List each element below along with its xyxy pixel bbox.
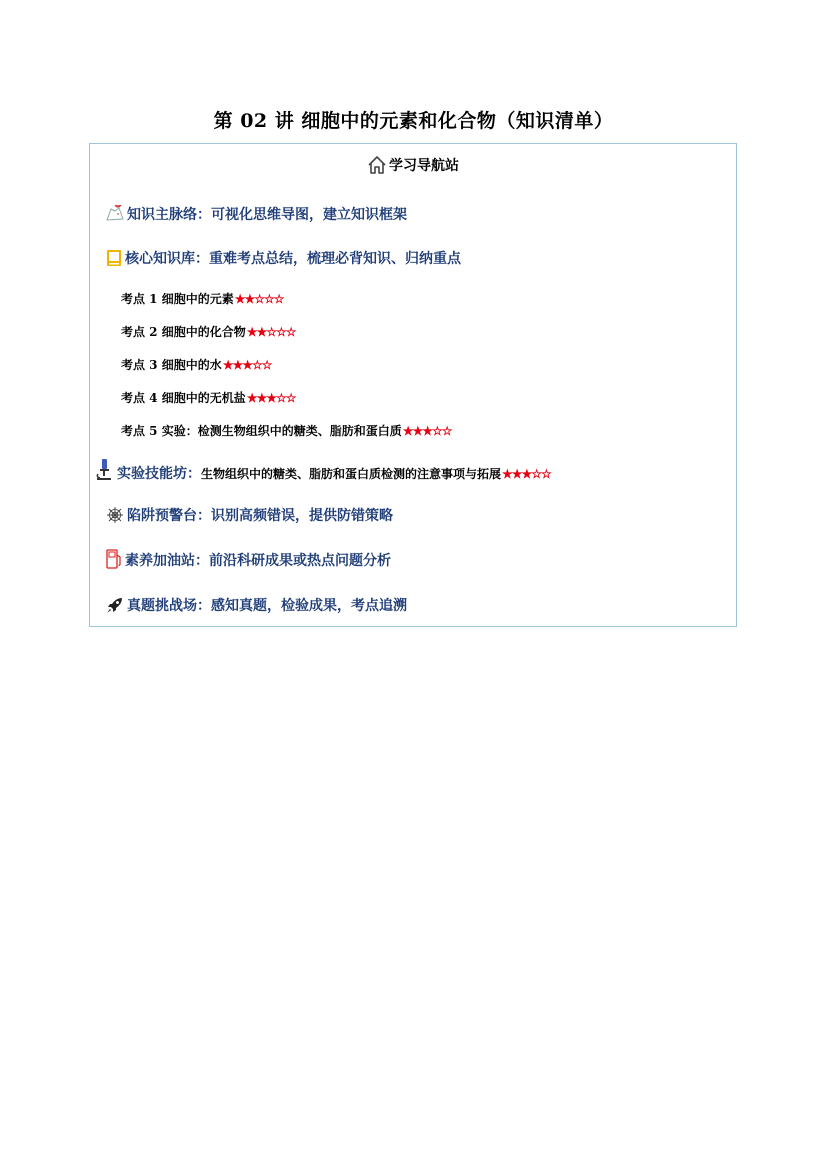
difficulty-stars: ★★★☆☆ xyxy=(402,424,452,438)
map-pin-icon xyxy=(106,205,124,227)
rocket-icon xyxy=(106,596,124,618)
microscope-icon xyxy=(94,458,114,486)
kaodian-text: 考点 4 细胞中的无机盐 xyxy=(121,391,246,405)
nav-item-exam-challenge[interactable] xyxy=(106,595,407,618)
nav-item-label: 知识主脉络： xyxy=(127,207,211,223)
nav-item-desc: 前沿科研成果或热点问题分析 xyxy=(209,553,391,569)
nav-item-desc: 感知真题，检验成果，考点追溯 xyxy=(211,598,407,614)
fuel-pump-icon xyxy=(106,549,122,573)
nav-item-label: 核心知识库： xyxy=(125,251,209,267)
kaodian-text: 考点 5 实验：检测生物组织中的糖类、脂肪和蛋白质 xyxy=(121,424,402,438)
difficulty-stars: ★★☆☆☆ xyxy=(246,325,296,339)
kaodian-text: 考点 2 细胞中的化合物 xyxy=(121,325,246,339)
kaodian-text: 考点 3 细胞中的水 xyxy=(121,358,222,372)
nav-item-knowledge-map[interactable] xyxy=(106,204,407,227)
nav-item-desc: 可视化思维导图，建立知识框架 xyxy=(211,207,407,223)
nav-item-trap-warning[interactable] xyxy=(106,505,393,528)
nav-item-label: 真题挑战场： xyxy=(127,598,211,614)
kaodian-item[interactable] xyxy=(121,389,296,406)
spider-web-icon xyxy=(106,506,124,528)
difficulty-stars: ★★★☆☆ xyxy=(246,391,296,405)
learning-nav-panel xyxy=(89,143,737,627)
difficulty-stars: ★★★☆☆ xyxy=(222,358,272,372)
nav-header xyxy=(90,155,736,179)
nav-item-literacy-station[interactable] xyxy=(106,549,391,573)
kaodian-text: 考点 1 细胞中的元素 xyxy=(121,292,234,306)
kaodian-item[interactable] xyxy=(121,356,272,373)
nav-item-core-library[interactable] xyxy=(106,248,461,271)
difficulty-stars: ★★☆☆☆ xyxy=(234,292,284,306)
nav-item-label: 实验技能坊： xyxy=(117,466,201,482)
nav-item-desc: 生物组织中的糖类、脂肪和蛋白质检测的注意事项与拓展 xyxy=(201,467,502,481)
difficulty-stars: ★★★☆☆ xyxy=(502,467,551,481)
book-icon xyxy=(106,249,122,271)
nav-item-desc: 识别高频错误，提供防错策略 xyxy=(211,508,393,524)
home-icon xyxy=(367,155,387,179)
nav-item-desc: 重难考点总结，梳理必背知识、归纳重点 xyxy=(209,251,461,267)
nav-item-label: 素养加油站： xyxy=(125,553,209,569)
nav-header-label: 学习导航站 xyxy=(389,158,459,174)
nav-item-lab-skills[interactable] xyxy=(94,458,551,486)
nav-item-label: 陷阱预警台： xyxy=(127,508,211,524)
kaodian-item[interactable] xyxy=(121,323,296,340)
page-title: 第 02 讲 细胞中的元素和化合物（知识清单） xyxy=(213,110,614,132)
kaodian-item[interactable] xyxy=(121,422,452,439)
kaodian-item[interactable] xyxy=(121,290,284,307)
